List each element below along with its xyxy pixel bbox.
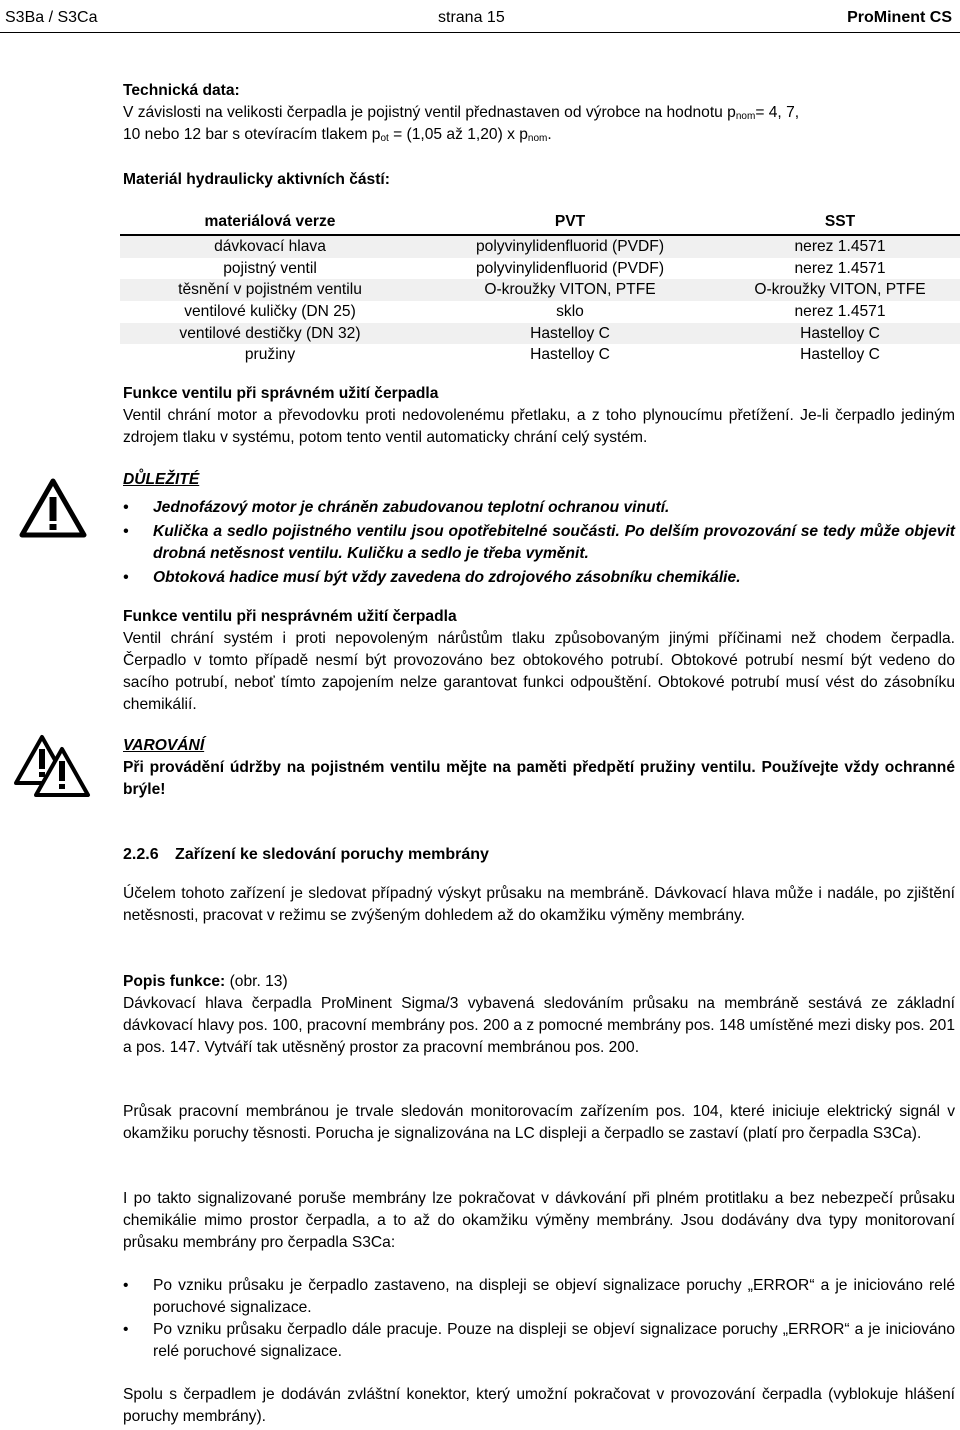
table-cell: pojistný ventil	[223, 259, 317, 277]
table-row	[120, 344, 960, 366]
column-header: materiálová verze	[120, 210, 420, 235]
important-list	[123, 497, 955, 589]
table-cell: ventilové kuličky (DN 25)	[184, 302, 356, 320]
table-header-row	[120, 210, 960, 235]
incorrect-use-block	[123, 606, 955, 716]
section-number: 2.2.6	[123, 846, 159, 863]
section-paragraph-1: Účelem tohoto zařízení je sledovat případný výskyt průsaku na membráně. Dávkovací hlava může i nadále, po zjištění netěsnosti, pracovat v režimu se zvýšeným dohledem až do okamžiku výměny membrány.	[123, 885, 955, 924]
list-item: • Po vzniku průsaku čerpadlo dále pracuje. Pouze na displeji se objeví signalizace poruchy „ERROR“ a je iniciováno relé poruchové signalizace.	[123, 1321, 955, 1360]
table-cell: těsnění v pojistném ventilu	[120, 279, 420, 301]
bullet-icon: •	[123, 499, 129, 516]
table-cell: O-kroužky VITON, PTFE	[420, 279, 720, 301]
page-header	[0, 0, 960, 33]
table-cell: O-kroužky VITON, PTFE	[720, 279, 960, 301]
table-cell: Hastelloy C	[800, 346, 880, 364]
bullet-icon: •	[123, 1277, 129, 1294]
table-row	[120, 323, 960, 345]
table-row	[120, 301, 960, 323]
section-paragraph-3: Průsak pracovní membránou je trvale sledován monitorovacím zařízením pos. 104, které iniciuje elektrický signál v okamžiku poruchy těsnosti. Porucha je signalizována na LC displeji a čerpadlo se zastaví (platí pro čerpadla S3Ca).	[123, 1103, 955, 1142]
monitoring-types-list	[123, 1275, 955, 1363]
list-item: • Obtoková hadice musí být vždy zavedena do zdrojového zásobníku chemikálie.	[123, 567, 955, 589]
column-header: SST	[720, 210, 960, 235]
table-cell: nerez 1.4571	[794, 302, 886, 320]
section-paragraph-5: Spolu s čerpadlem je dodáván zvláštní konektor, který umožní pokračovat v provozování čerpadla (vyblokuje hlášení poruchy membrány).	[123, 1386, 955, 1425]
header-brand: ProMinent CS	[847, 9, 952, 26]
table-row	[120, 258, 960, 280]
table-cell: Hastelloy C	[420, 323, 720, 345]
table-cell: pružiny	[244, 346, 296, 364]
table-cell: Hastelloy C	[530, 346, 610, 364]
double-warning-triangle-icon	[12, 733, 92, 799]
section-title: Zařízení ke sledování poruchy membrány	[175, 846, 489, 863]
column-header: PVT	[420, 210, 720, 235]
table-cell: nerez 1.4571	[794, 259, 886, 277]
table-cell: ventilové destičky (DN 32)	[120, 323, 420, 345]
table-cell: nerez 1.4571	[720, 235, 960, 258]
important-block	[123, 469, 955, 589]
warning-label: VAROVÁNÍ	[123, 737, 205, 754]
header-left: S3Ba / S3Ca	[5, 9, 98, 26]
table-cell: sklo	[556, 302, 584, 320]
tech-text: V závislosti na velikosti čerpadla je pojistný ventil přednastaven od výrobce na hodnotu $p_{nom}= 4$, 7, 10 nebo 12 bar s otevíracím tlakem $p_{ot} = (1,05$ až 1,20) x $p_{nom}$.	[123, 104, 800, 144]
tech-data-block	[123, 80, 955, 146]
bullet-icon: •	[123, 1321, 129, 1338]
important-label: DŮLEŽITÉ	[123, 471, 200, 488]
correct-use-heading: Funkce ventilu při správném užití čerpadla	[123, 385, 439, 402]
incorrect-use-heading: Funkce ventilu při nesprávném užití čerpadla	[123, 608, 457, 625]
correct-use-text: Ventil chrání motor a převodovku proti nedovolenému přetlaku, a z toho plynoucímu přetížení. Je-li čerpadlo jediným zdrojem tlaku v systému, potom tento ventil automaticky chrání celý systém.	[123, 407, 955, 446]
bullet-icon: •	[123, 569, 129, 586]
function-block	[123, 971, 955, 1059]
material-heading: Materiál hydraulicky aktivních částí:	[123, 171, 390, 188]
bullet-icon: •	[123, 523, 129, 540]
table-cell: dávkovací hlava	[120, 235, 420, 258]
list-item: • Kulička a sedlo pojistného ventilu jsou opotřebitelné součásti. Po delším provozování se tedy může objevit drobná netěsnost ventilu. Kuličku a sedlo je třeba vyměnit.	[123, 523, 955, 562]
table-cell: Hastelloy C	[720, 323, 960, 345]
section-heading	[123, 844, 955, 866]
list-item: • Jednofázový motor je chráněn zabudovanou teplotní ochranou vinutí.	[123, 497, 955, 519]
page-number: strana 15	[438, 9, 505, 26]
table-row	[120, 279, 960, 301]
table-cell: polyvinylidenfluorid (PVDF)	[475, 259, 665, 277]
list-item: • Po vzniku průsaku je čerpadlo zastaveno, na displeji se objeví signalizace poruchy „ERROR“ a je iniciováno relé poruchové signalizace.	[123, 1277, 955, 1316]
table-row	[120, 235, 960, 258]
warning-text: Při provádění údržby na pojistném ventilu mějte na paměti předpětí pružiny ventilu. Používejte vždy ochranné brýle!	[123, 759, 955, 798]
warning-triangle-icon	[18, 477, 88, 539]
material-table	[120, 210, 960, 366]
incorrect-use-text: Ventil chrání systém i proti nepovoleným nárůstům tlaku způsobovaným jinými příčinami než chodem čerpadla. Čerpadlo v tomto případě nesmí být provozováno bez obtokového potrubí. Obtokové potrubí nesmí být vedeno do sacího potrubí, neboť tímto zapojením nelze garantovat funkci odpouštění. Obtokové potrubí musí vést do zásobníku chemikálií.	[123, 630, 955, 713]
section-paragraph-4: I po takto signalizované poruše membrány lze pokračovat v dávkování při plném protitlaku a bez nebezpečí průsaku chemikálie mimo prostor čerpadla, a to až do okamžiku výměny membrány. Jsou dodávány dva typy monitorovaní průsaku membrány pro čerpadla S3Ca:	[123, 1190, 955, 1251]
table-cell: polyvinylidenfluorid (PVDF)	[420, 235, 720, 258]
function-heading: Popis funkce: (obr. 13)	[123, 973, 288, 990]
tech-heading: Technická data:	[123, 82, 240, 99]
correct-use-block	[123, 383, 955, 449]
warning-block	[123, 735, 955, 801]
function-text: Dávkovací hlava čerpadla ProMinent Sigma/3 vybavená sledováním průsaku na membráně sestává ze základní dávkovací hlavy pos. 100, pracovní membrány pos. 200 a z pomocné membrány pos. 148 umístěné mezi disky pos. 201 a pos. 147. Vytváří tak utěsněný prostor za pracovní membránou pos. 200.	[123, 995, 955, 1056]
